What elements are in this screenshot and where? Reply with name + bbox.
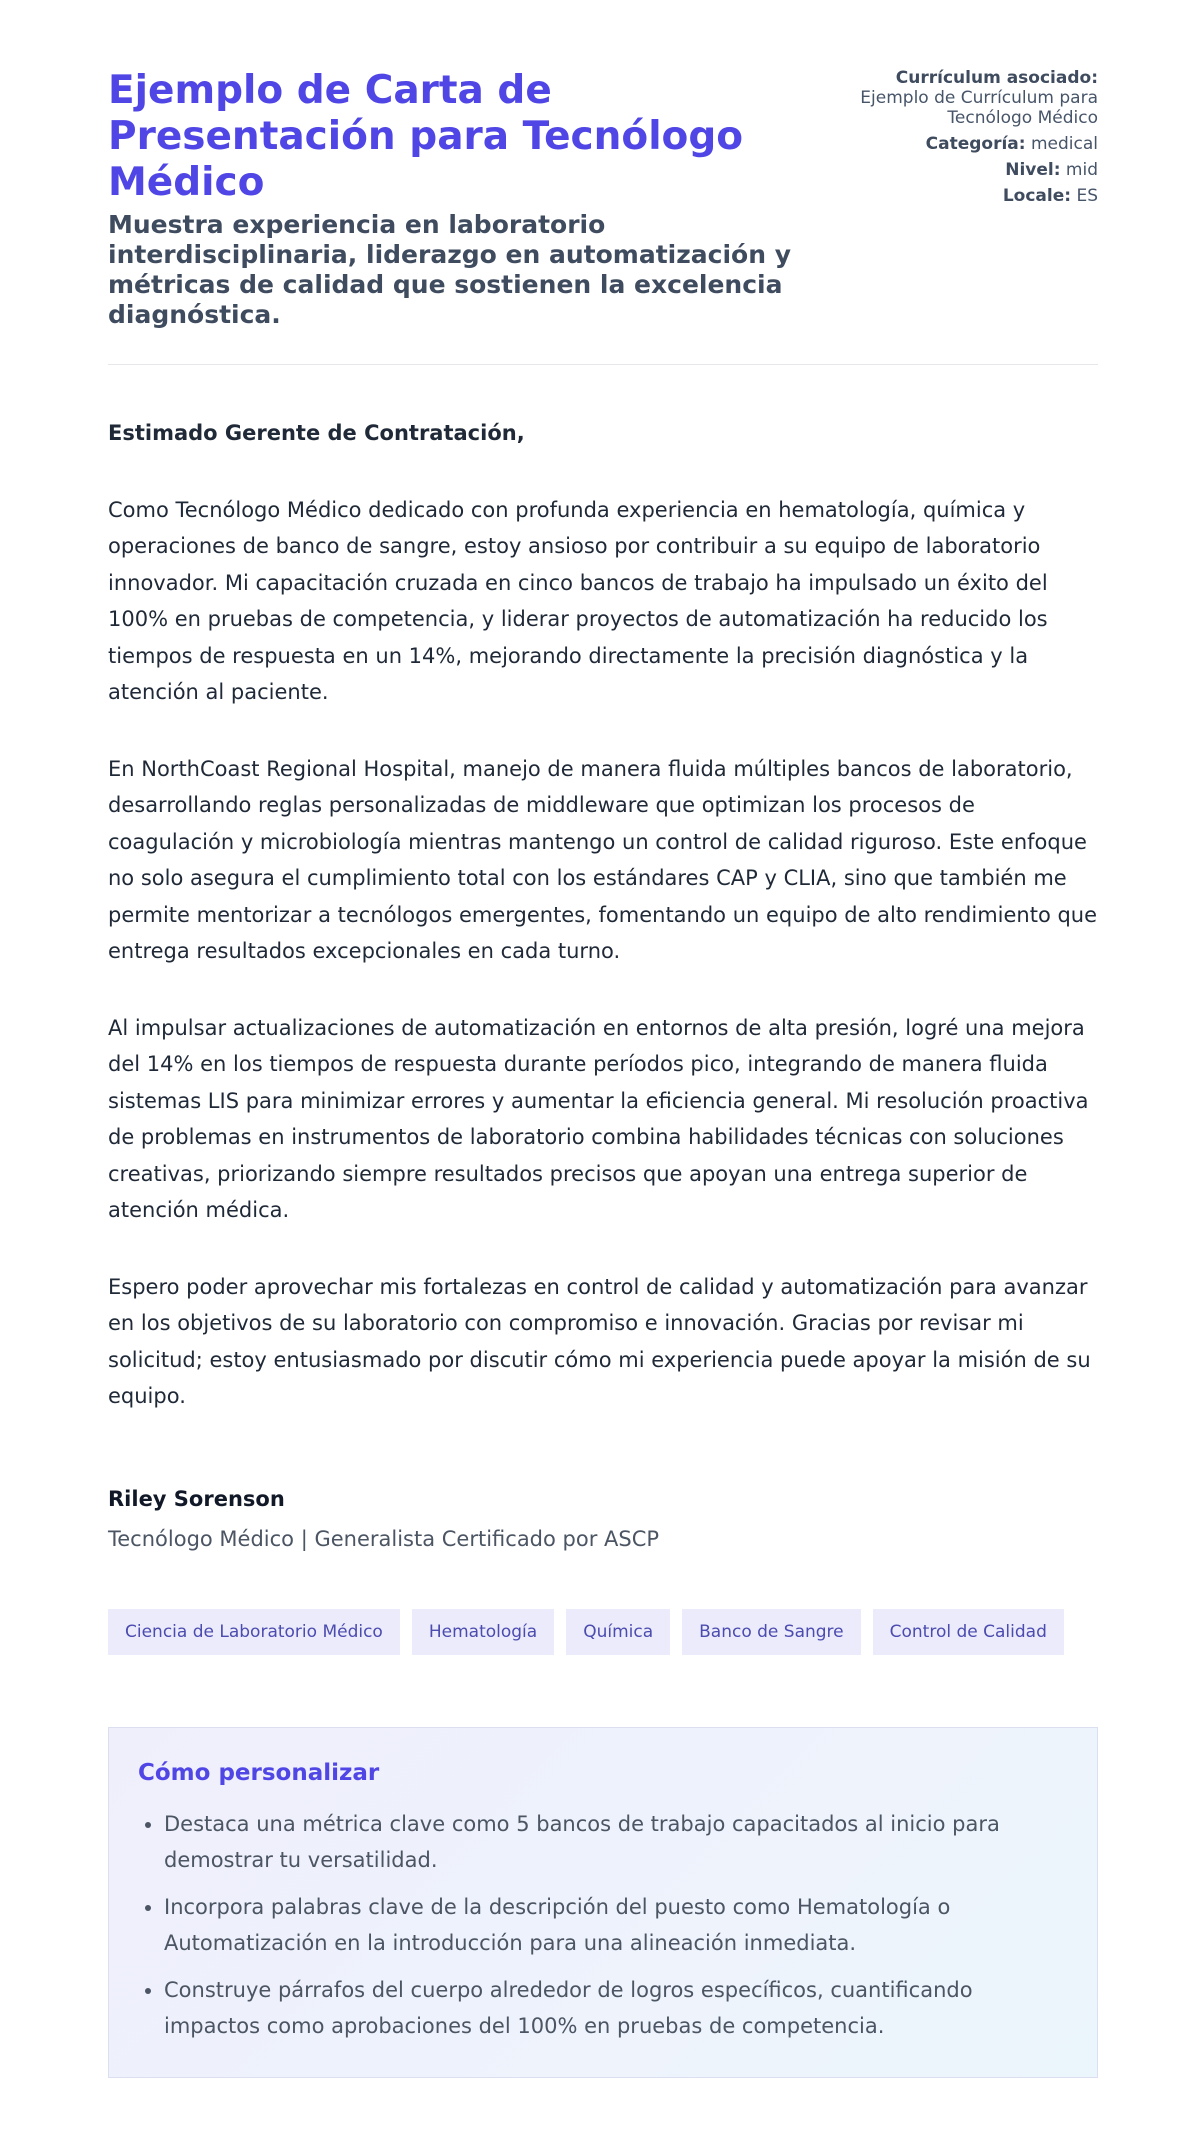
tag-chip: Química (566, 1609, 670, 1655)
letter-body (108, 415, 1098, 1415)
meta-level (858, 160, 1098, 180)
signature-block (108, 1485, 1098, 1553)
header-divider (108, 364, 1098, 365)
meta-category-value: medical (1030, 134, 1098, 154)
paragraph: En NorthCoast Regional Hospital, manejo de manera fluida múltiples bancos de laboratorio, desarrollando reglas personalizadas de middleware que optimizan los procesos de coagulación y microbiología mientras mantengo un control de calidad riguroso. Este enfoque no solo asegura el cumplimiento total con los estándares CAP y CLIA, sino que también me permite mentorizar a tecnólogos emergentes, fomentando un equipo de alto rendimiento que entrega resultados excepcionales en cada turno. (108, 756, 1098, 963)
customization-tips (108, 1727, 1098, 2078)
meta-resume-value: Ejemplo de Currículum para Tecnólogo Médico (860, 88, 1098, 128)
meta-resume (858, 68, 1098, 128)
tip-item: • Construye párrafos del cuerpo alrededor de logros específicos, cuantificando impactos como aprobaciones del 100% en pruebas de competencia. (164, 1972, 1068, 2045)
paragraph: Como Tecnólogo Médico dedicado con profunda experiencia en hematología, química y operaciones de banco de sangre, estoy ansioso por contribuir a su equipo de laboratorio innovador. Mi capacitación cruzada en cinco bancos de trabajo ha impulsado un éxito del 100% en pruebas de competencia, y liderar proyectos de automatización ha reducido los tiempos de respuesta en un 14%, mejorando directamente la precisión diagnóstica y la atención al paciente. (108, 497, 1048, 704)
tag-chip: Control de Calidad (873, 1609, 1064, 1655)
tips-list (138, 1806, 1068, 2045)
page-title: Ejemplo de Carta de Presentación para Tecnólogo Médico (108, 68, 744, 205)
tag-chip: Ciencia de Laboratorio Médico (108, 1609, 400, 1655)
signature-name: Riley Sorenson (108, 1486, 285, 1511)
tip-item: • Destaca una métrica clave como 5 bancos de trabajo capacitados al inicio para demostrar tu versatilidad. (164, 1806, 1068, 1879)
tag-chip: Banco de Sangre (682, 1609, 861, 1655)
meta-locale (858, 186, 1098, 206)
tag-chip: Hematología (412, 1609, 554, 1655)
paragraph: Al impulsar actualizaciones de automatización en entornos de alta presión, logré una mejora del 14% en los tiempos de respuesta durante períodos pico, integrando de manera fluida sistemas LIS para minimizar errores y aumentar la eficiencia general. Mi resolución proactiva de problemas en instrumentos de laboratorio combina habilidades técnicas con soluciones creativas, priorizando siempre resultados precisos que apoyan una entrega superior de atención médica. (108, 1015, 1089, 1222)
meta-category (858, 134, 1098, 154)
tips-title: Cómo personalizar (138, 1759, 380, 1786)
paragraph: Espero poder aprovechar mis fortalezas en control de calidad y automatización para avanzar en los objetivos de su laboratorio con compromiso e innovación. Gracias por revisar mi solicitud; estoy entusiasmado por discutir cómo mi experiencia puede apoyar la misión de su equipo. (108, 1274, 1091, 1408)
page-subtitle: Muestra experiencia en laboratorio interdisciplinaria, liderazgo en automatización y métricas de calidad que sostienen la excelencia diagnóstica. (108, 210, 791, 329)
meta-level-label: Nivel: (1005, 160, 1061, 180)
meta-resume-label: Currículum asociado: (895, 68, 1098, 88)
meta-locale-value: ES (1076, 186, 1098, 206)
tag-list (108, 1609, 1098, 1655)
header-left (108, 68, 838, 330)
signature-role: Tecnólogo Médico | Generalista Certificado por ASCP (108, 1526, 660, 1551)
tip-item: • Incorpora palabras clave de la descripción del puesto como Hematología o Automatización en la introducción para una alineación inmediata. (164, 1889, 1068, 1962)
salutation: Estimado Gerente de Contratación, (108, 421, 525, 445)
meta-panel (858, 68, 1098, 212)
meta-locale-label: Locale: (1002, 186, 1072, 206)
document-header (108, 68, 1098, 330)
meta-level-value: mid (1065, 160, 1098, 180)
meta-category-label: Categoría: (925, 134, 1026, 154)
